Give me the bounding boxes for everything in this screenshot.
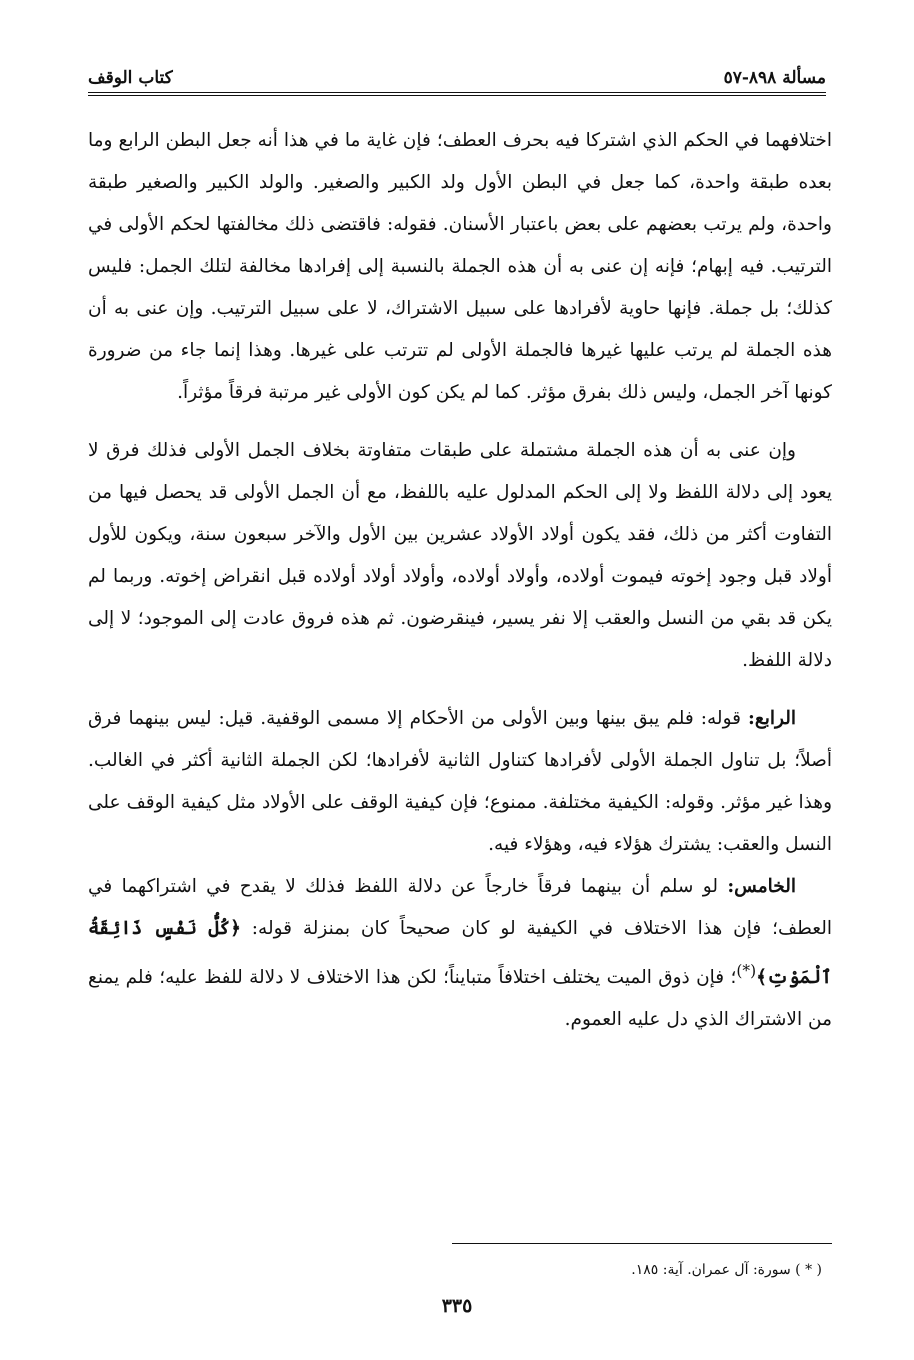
paragraph-3-lead: الرابع:	[748, 708, 796, 729]
paragraph-4-text-before: لو سلم أن بينهما فرقاً خارجاً عن دلالة اللفظ فذلك لا يقدح في اشتراكهما في العطف؛ فإن هذا الاختلاف في الكيفية لو كان صحيحاً كان بمنزلة قوله:	[88, 876, 832, 939]
paragraph-1-text: اختلافهما في الحكم الذي اشتركا فيه بحرف العطف؛ فإن غاية ما في هذا أنه جعل البطن الرابع وما بعده طبقة واحدة، كما جعل في البطن الأول ولد الكبير والصغير. والولد الكبير والصغير طبقة واحدة، ولم يرتب بعضهم على بعض باعتبار الأسنان. فقوله: فاقتضى ذلك مخالفتها لحكم الأولى في الترتيب. فيه إبهام؛ فإنه إن عنى به أن هذه الجملة بالنسبة إلى إفرادها مخالفة لتلك الجمل: فليس كذلك؛ بل جملة. فإنها حاوية لأفرادها على سبيل الاشتراك، لا على سبيل الترتيب. وإن عنى به أن هذه الجملة لم يرتب عليها غيرها فالجملة الأولى لم تترتب على غيرها. وهذا إنما جاء من ضرورة كونها آخر الجمل، وليس ذلك بفرق مؤثر. كما لم يكن كون الأولى غير مرتبة فرقاً مؤثراً.	[88, 130, 832, 403]
paragraph-3-text: قوله: فلم يبق بينها وبين الأولى من الأحكام إلا مسمى الوقفية. قيل: ليس بينهما فرق أصلاً؛ بل تناول الجملة الأولى لأفرادها كتناول الثانية لأفرادها؛ لكن الجملة الثانية أكثر في الغالب. وهذا غير مؤثر. وقوله: الكيفية مختلفة. ممنوع؛ فإن كيفية الوقف على الأولاد مثل كيفية الوقف على النسل والعقب: يشترك هؤلاء فيه، وهؤلاء فيه.	[88, 708, 832, 855]
main-text	[88, 120, 832, 1041]
paragraph-1	[88, 120, 832, 414]
footnote-marker: (*)	[736, 962, 757, 980]
paragraph-4-lead: الخامس:	[727, 876, 796, 897]
paragraph-2	[88, 430, 832, 682]
quran-quote: ﴿كُلُّ نَفْسٍ ذَائِقَةُ ٱلْمَوْتِ﴾	[88, 918, 832, 989]
footnote-rule	[452, 1243, 832, 1244]
paragraph-3	[88, 698, 832, 866]
running-header	[88, 60, 826, 88]
header-rule-secondary	[88, 95, 826, 96]
paragraph-4	[88, 866, 832, 1041]
footnote: ( * ) سورة: آل عمران. آية: ١٨٥.	[631, 1262, 822, 1278]
page-number: ٣٣٥	[441, 1295, 473, 1317]
book-title: كتاب الوقف	[88, 68, 173, 88]
header-rule	[88, 92, 826, 93]
paragraph-4-text-after: ؛ فإن ذوق الميت يختلف اختلافاً متبايناً؛ لكن هذا الاختلاف لا دلالة للفظ عليه؛ فلم يمنع من الاشتراك الذي دل عليه العموم.	[88, 967, 832, 1031]
paragraph-2-text: وإن عنى به أن هذه الجملة مشتملة على طبقات متفاوتة بخلاف الجمل الأولى فذلك فرق لا يعود إلى دلالة اللفظ ولا إلى الحكم المدلول عليه باللفظ، مع أن الجمل الأولى قد يحصل فيها من التفاوت أكثر من ذلك، فقد يكون أولاد الأولاد عشرين بين الأول والآخر سبعون سنة، ويكون للأول أولاد قبل وجود إخوته فيموت أولاده، وأولاد أولاده، وأولاد أولاد أولاده قبل انقراض إخوته. وربما لم يكن قد بقي من النسل والعقب إلا نفر يسير، فينقرضون. ثم هذه فروق عادت إلى الموجود؛ لا إلى دلالة اللفظ.	[88, 440, 832, 671]
issue-label: مسألة ٨٩٨-٥٧	[723, 68, 826, 88]
